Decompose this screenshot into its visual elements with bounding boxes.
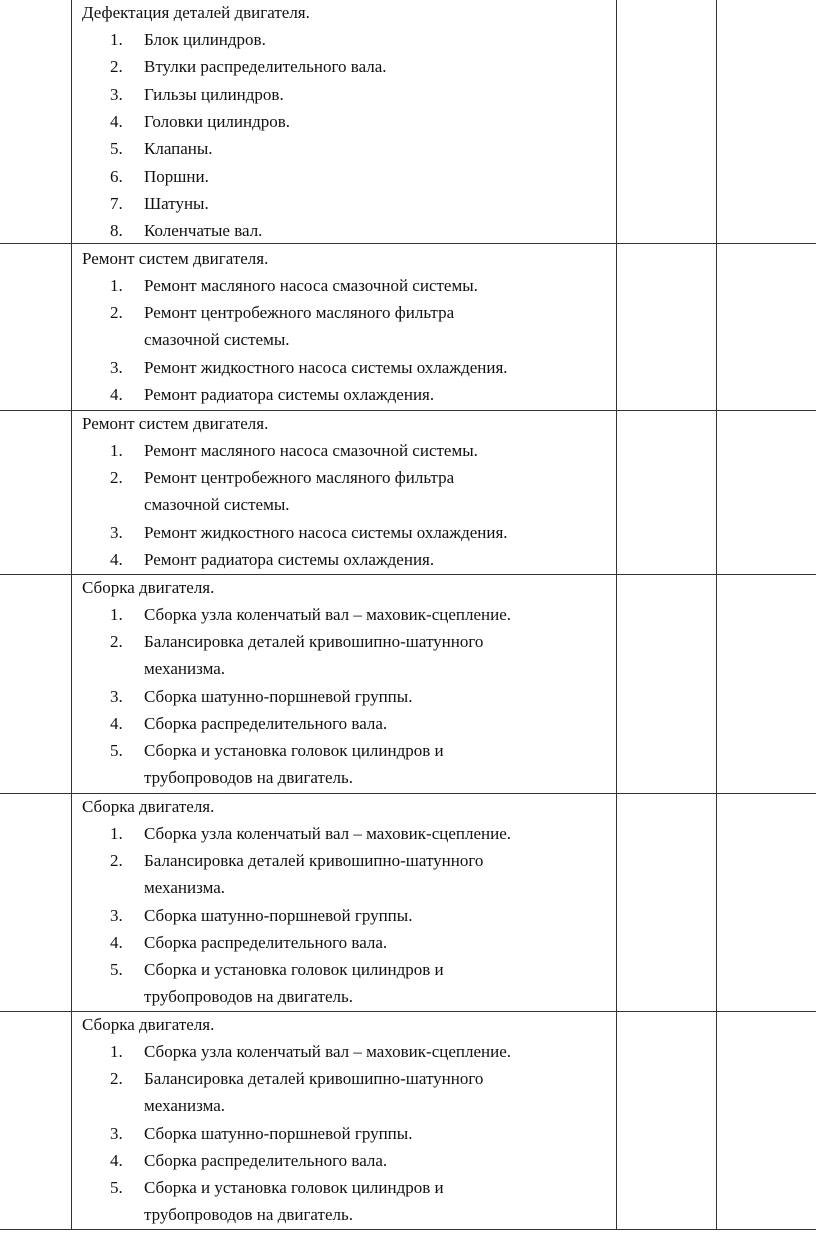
list-item-number: 4. [110, 384, 123, 404]
list-item-text: Сборка шатунно-поршневой группы. [144, 686, 413, 706]
list-item-text: Балансировка деталей кривошипно-шатунного [144, 1069, 484, 1089]
section-title: Сборка двигателя. [82, 797, 215, 816]
list-item-text: Ремонт жидкостного насоса системы охлаждения. [144, 522, 508, 542]
list-item-number: 1. [110, 1042, 123, 1061]
section-title: Сборка двигателя. [82, 578, 215, 597]
list-item-number: 5. [110, 139, 123, 159]
list-item-continuation: трубопроводов на двигатель. [144, 1205, 353, 1225]
list-item-number: 3. [110, 1123, 123, 1143]
list-item-number: 4. [110, 932, 123, 952]
list-item-number: 2. [110, 468, 123, 488]
list-item-continuation: механизма. [144, 659, 226, 679]
list-item-number: 2. [110, 303, 123, 323]
list-item-number: 1. [110, 276, 123, 295]
list-item-text: Ремонт центробежного масляного фильтра [144, 468, 455, 488]
list-item-text: Сборка и установка головок цилиндров и [144, 960, 444, 980]
list-item-text: Ремонт радиатора системы охлаждения. [144, 549, 435, 569]
list-item-number: 8. [110, 221, 123, 241]
list-item-text: Втулки распределительного вала. [144, 57, 387, 77]
table-border-bottom [0, 1229, 816, 1230]
list-item-text: Коленчатые вал. [144, 221, 263, 241]
list-item-continuation: механизма. [144, 878, 226, 898]
list-item-text: Сборка узла коленчатый вал – маховик-сцепление. [144, 1042, 512, 1061]
list-item-text: Балансировка деталей кривошипно-шатунного [144, 632, 484, 652]
list-item-text: Балансировка деталей кривошипно-шатунного [144, 851, 484, 871]
list-item-number: 2. [110, 1069, 123, 1089]
table-row-divider [0, 793, 816, 794]
list-item-text: Головки цилиндров. [144, 111, 291, 131]
list-item-number: 7. [110, 193, 123, 213]
list-item-number: 4. [110, 713, 123, 733]
list-item-continuation: трубопроводов на двигатель. [144, 768, 353, 788]
list-item-text: Гильзы цилиндров. [144, 84, 284, 104]
list-item-number: 3. [110, 905, 123, 925]
table-border-left [71, 0, 72, 1230]
section-title: Ремонт систем двигателя. [82, 414, 269, 433]
list-item-text: Сборка распределительного вала. [144, 932, 388, 952]
table-row-divider [0, 410, 816, 411]
section-title: Сборка двигателя. [82, 1015, 215, 1034]
table-row-divider [0, 1011, 816, 1012]
list-item-text: Сборка распределительного вала. [144, 1150, 388, 1170]
table-column-divider [616, 0, 617, 1230]
list-item-text: Сборка распределительного вала. [144, 713, 388, 733]
list-item-number: 3. [110, 84, 123, 104]
table-row-divider [0, 574, 816, 575]
list-item-number: 3. [110, 357, 123, 377]
list-item-number: 5. [110, 741, 123, 761]
list-item-number: 3. [110, 522, 123, 542]
list-item-number: 4. [110, 549, 123, 569]
list-item-text: Поршни. [144, 166, 209, 186]
list-item-text: Ремонт жидкостного насоса системы охлаждения. [144, 357, 508, 377]
list-item-number: 5. [110, 1178, 123, 1198]
list-item-number: 3. [110, 686, 123, 706]
list-item-continuation: смазочной системы. [144, 330, 290, 350]
list-item-continuation: трубопроводов на двигатель. [144, 987, 353, 1007]
section-title: Ремонт систем двигателя. [82, 249, 269, 268]
list-item-text: Сборка узла коленчатый вал – маховик-сцепление. [144, 824, 512, 843]
list-item-number: 1. [110, 30, 123, 49]
list-item-text: Сборка и установка головок цилиндров и [144, 741, 444, 761]
list-item-continuation: механизма. [144, 1096, 226, 1116]
list-item-text: Сборка и установка головок цилиндров и [144, 1178, 444, 1198]
section-title: Дефектация деталей двигателя. [82, 3, 310, 22]
list-item-text: Ремонт масляного насоса смазочной системы. [144, 441, 478, 460]
list-item-number: 1. [110, 441, 123, 460]
table-column-divider [716, 0, 717, 1230]
list-item-number: 4. [110, 1150, 123, 1170]
list-item-number: 4. [110, 111, 123, 131]
list-item-text: Ремонт радиатора системы охлаждения. [144, 384, 435, 404]
table-row-divider [0, 243, 816, 244]
list-item-number: 2. [110, 851, 123, 871]
list-item-number: 2. [110, 632, 123, 652]
list-item-number: 6. [110, 166, 123, 186]
list-item-number: 1. [110, 605, 123, 624]
list-item-number: 2. [110, 57, 123, 77]
list-item-number: 5. [110, 960, 123, 980]
list-item-text: Шатуны. [144, 193, 209, 213]
list-item-continuation: смазочной системы. [144, 495, 290, 515]
list-item-number: 1. [110, 824, 123, 843]
list-item-text: Сборка шатунно-поршневой группы. [144, 1123, 413, 1143]
list-item-text: Сборка шатунно-поршневой группы. [144, 905, 413, 925]
list-item-text: Сборка узла коленчатый вал – маховик-сцепление. [144, 605, 512, 624]
list-item-text: Ремонт масляного насоса смазочной системы. [144, 276, 478, 295]
list-item-text: Клапаны. [144, 139, 213, 159]
list-item-text: Блок цилиндров. [144, 30, 266, 49]
list-item-text: Ремонт центробежного масляного фильтра [144, 303, 455, 323]
